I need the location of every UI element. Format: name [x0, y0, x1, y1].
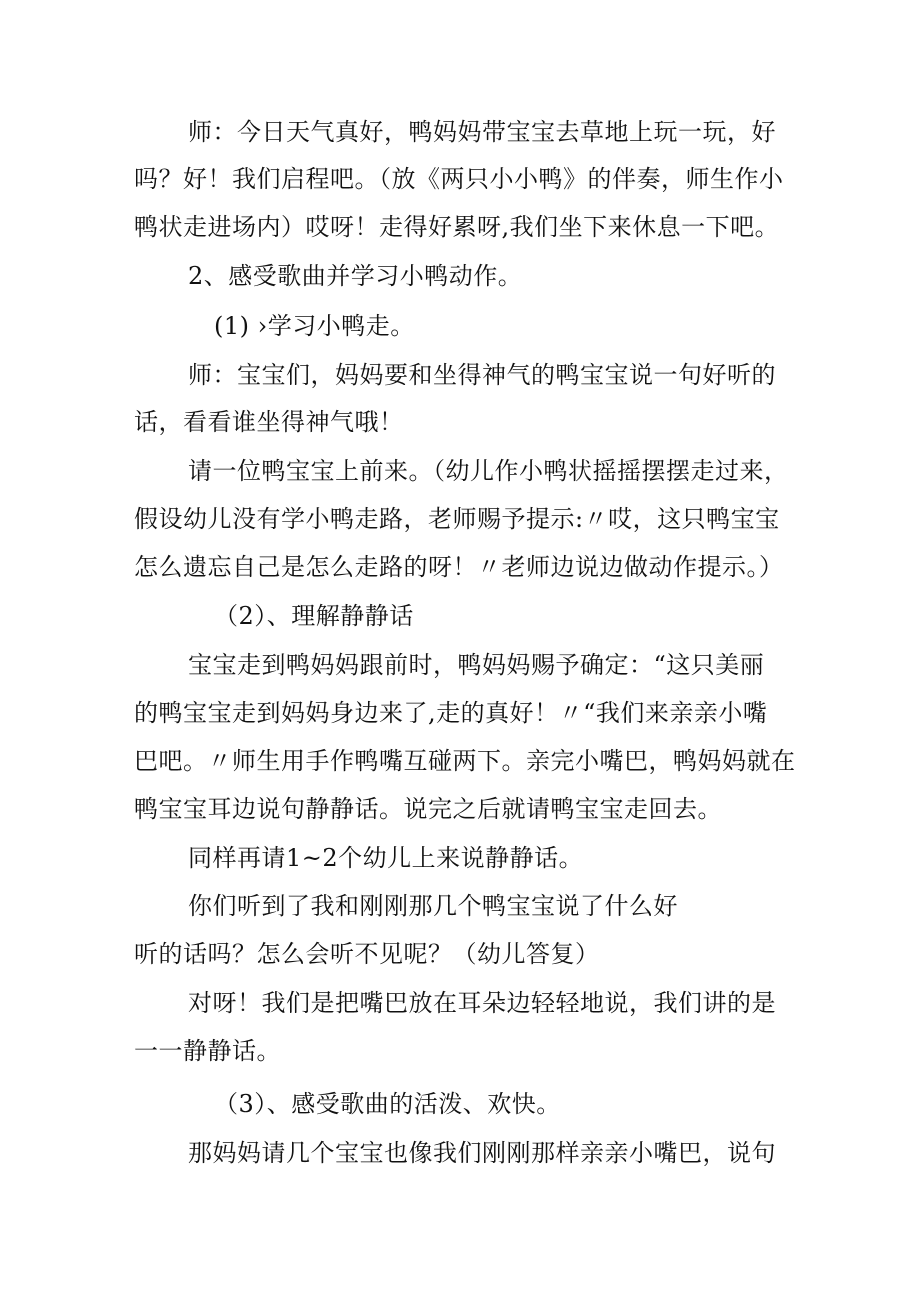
- paragraph-line: 你们听到了我和刚刚那几个鸭宝宝说了什么好: [188, 892, 678, 920]
- paragraph-line: 的鸭宝宝走到妈妈身边来了,走的真好！〃“我们来亲亲小嘴: [134, 699, 768, 727]
- paragraph-line: 那妈妈请几个宝宝也像我们刚刚那样亲亲小嘴巴，说句: [188, 1139, 776, 1167]
- paragraph-line: 一一静静话。: [134, 1037, 281, 1065]
- paragraph-line: 宝宝走到鸭妈妈跟前时，鸭妈妈赐予确定：“这只美丽: [188, 651, 765, 679]
- paragraph-line: 假设幼儿没有学小鸭走路，老师赐予提示:〃哎，这只鸭宝宝: [134, 505, 780, 533]
- paragraph-line: 对呀！我们是把嘴巴放在耳朵边轻轻地说，我们讲的是: [188, 989, 776, 1017]
- paragraph-line: 师：宝宝们，妈妈要和坐得神气的鸭宝宝说一句好听的: [188, 361, 776, 389]
- paragraph-line: 师：今日天气真好，鸭妈妈带宝宝去草地上玩一玩，好: [188, 118, 776, 146]
- subsection-heading: (1) ›学习小鸭走。: [214, 312, 415, 340]
- paragraph-line: 吗？好！我们启程吧。（放《两只小小鸭》的伴奏，师生作小: [134, 165, 784, 193]
- paragraph-line: 同样再请1~2个幼儿上来说静静话。: [188, 844, 584, 872]
- subsection-heading: （3）、感受歌曲的活泼、欢快。: [214, 1090, 561, 1118]
- paragraph-line: 听的话吗？怎么会听不见呢？（幼儿答复）: [134, 940, 600, 968]
- paragraph-line: 巴吧。〃师生用手作鸭嘴互碰两下。亲完小嘴巴，鸭妈妈就在: [134, 747, 796, 775]
- paragraph-line: 请一位鸭宝宝上前来。（幼儿作小鸭状摇摇摆摆走过来，: [188, 457, 789, 485]
- paragraph-line: 怎么遗忘自己是怎么走路的呀！〃老师边说边做动作提示。）: [134, 553, 784, 581]
- paragraph-line: 鸭状走进场内）哎呀！走得好累呀,我们坐下来休息一下吧。: [134, 213, 780, 241]
- paragraph-line: 话，看看谁坐得神气哦！: [134, 408, 404, 436]
- section-heading: 2、感受歌曲并学习小鸭动作。: [188, 262, 523, 290]
- paragraph-line: 鸭宝宝耳边说句静静话。说完之后就请鸭宝宝走回去。: [134, 795, 722, 823]
- subsection-heading: （2）、理解静静话: [214, 602, 414, 630]
